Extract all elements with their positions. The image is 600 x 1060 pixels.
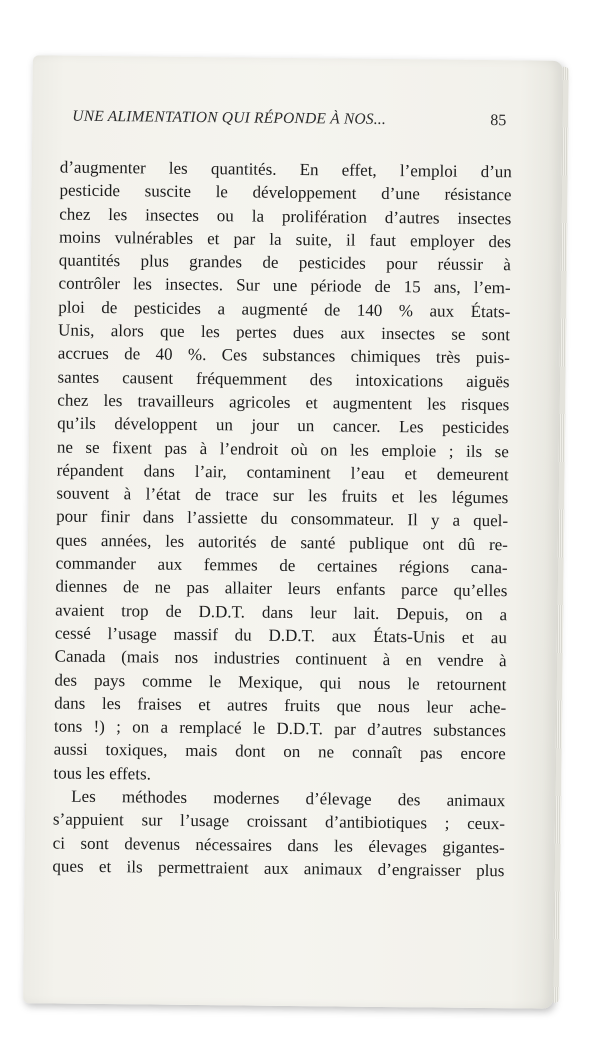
- text-line: commander aux femmes de certaines régions cana-: [55, 553, 508, 578]
- text-line: ne se fixent pas à l’endroit où on les emploie ; ils se: [56, 437, 509, 461]
- text-line: Unis, alors que les pertes dues aux insectes se sont: [58, 320, 511, 345]
- text-line: pesticide suscite le développement d’une résistance: [59, 180, 512, 205]
- text-line: aussi toxiques, mais dont on ne connaît pas encore: [53, 739, 506, 764]
- text-line: tous les effets.: [53, 763, 151, 784]
- text-line: s’appuient sur l’usage croissant d’antibiotiques ; ceux-: [52, 809, 506, 834]
- text-line: des pays comme le Mexique, qui nous le retournent: [54, 670, 507, 694]
- text-line: qu’ils développent un jour un cancer. Les pesticides: [57, 413, 510, 438]
- page-number: 85: [490, 112, 507, 130]
- book-page: [23, 55, 563, 1008]
- text-line: moins vulnérables et par la suite, il faut employer des: [58, 227, 512, 252]
- text-line: répandent dans l’air, contaminent l’eau et demeurent: [56, 460, 509, 485]
- page-header: [72, 108, 522, 131]
- text-line: dans les fraises et autres fruits que nous leur ache-: [54, 693, 507, 718]
- running-head: UNE ALIMENTATION QUI RÉPONDE À NOS...: [72, 107, 387, 128]
- text-line: d’augmenter les quantités. En effet, l’emploi d’un: [59, 157, 512, 182]
- text-line: avaient trop de D.D.T. dans leur lait. Depuis, on a: [55, 600, 508, 624]
- text-line: tons !) ; on a remplacé le D.D.T. par d’autres substances: [53, 716, 507, 741]
- text-line: contrôler les insectes. Sur une période de 15 ans, l’em-: [58, 274, 511, 298]
- text-line: pour finir dans l’assiette du consommateur. Il y a quel-: [56, 506, 509, 531]
- text-line: ci sont devenus nécessaires dans les élevages gigantes-: [52, 833, 505, 857]
- page-edge: [553, 67, 569, 1003]
- text-line: cessé l’usage massif du D.D.T. aux États-Unis et au: [54, 623, 508, 648]
- text-line: ques et ils permettraient aux animaux d’engraisser plus: [52, 856, 505, 881]
- body-text: [52, 156, 512, 883]
- text-line: accrues de 40 %. Ces substances chimiques très puis-: [57, 343, 510, 368]
- text-line: Les méthodes modernes d’élevage des animaux: [71, 786, 506, 811]
- text-line: souvent à l’état de trace sur les fruits et les légumes: [56, 483, 509, 508]
- text-line: chez les travailleurs agricoles et augmentent les risques: [57, 390, 510, 415]
- text-line: ques années, les autorités de santé publique ont dû re-: [55, 530, 508, 555]
- text-line: chez les insectes ou la prolifération d’autres insectes: [59, 204, 512, 228]
- text-line: diennes de ne pas allaiter leurs enfants parce qu’elles: [55, 576, 508, 601]
- text-line: Canada (mais nos industries continuent à en vendre à: [54, 646, 507, 671]
- text-line: santes causent fréquemment des intoxications aiguës: [57, 367, 510, 391]
- text-line: ploi de pesticides a augmenté de 140 % aux États-: [58, 297, 511, 322]
- text-line: quantités plus grandes de pesticides pour réussir à: [58, 250, 511, 275]
